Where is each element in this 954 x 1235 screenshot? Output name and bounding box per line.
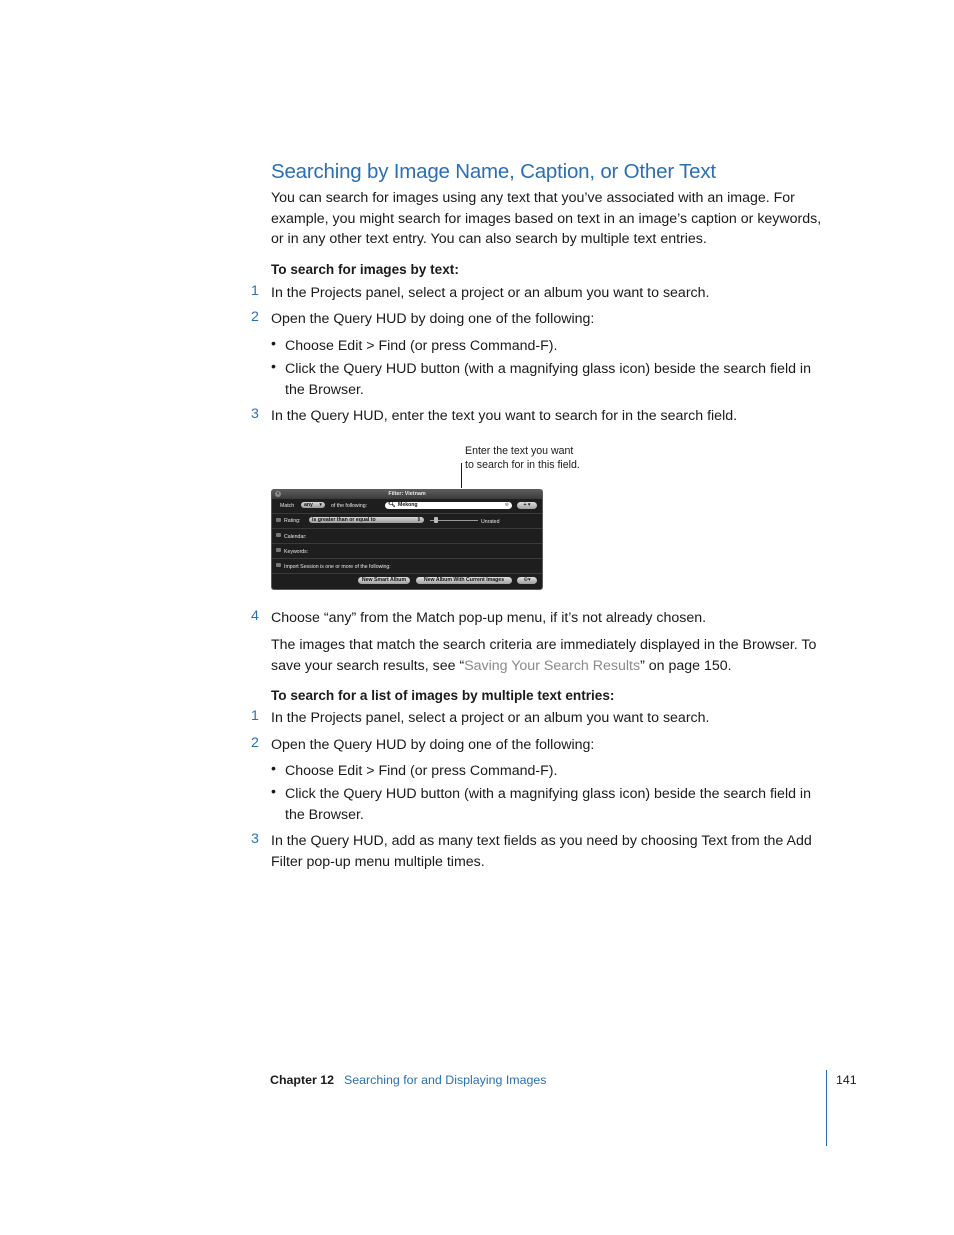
section-heading: Searching by Image Name, Caption, or Other Text [271, 160, 716, 183]
step-text [271, 831, 831, 872]
intro-paragraph [271, 188, 831, 250]
new-album-current-button[interactable]: New Album With Current Images [416, 577, 512, 584]
gear-icon[interactable]: ⚙▾ [517, 577, 537, 584]
bullet-line: the Browser. [285, 806, 364, 823]
add-filter-button[interactable]: + ▾ [517, 502, 537, 509]
hud-title: Filter: Vietnam [388, 491, 426, 497]
rating-operator: is greater than or equal to [312, 517, 376, 523]
calendar-row [272, 528, 542, 544]
search-icon: 🔍︎ [388, 502, 396, 508]
step-line: Filter pop-up menu multiple times. [271, 853, 485, 870]
bullet-marker: • [271, 784, 276, 800]
callout-line: Enter the text you want [465, 445, 574, 457]
step-text: In the Projects panel, select a project or an album you want to search. [271, 710, 710, 726]
new-smart-album-button[interactable]: New Smart Album [358, 577, 410, 584]
bullet-line: Click the Query HUD button (with a magnifying glass icon) beside the search field in [285, 786, 811, 802]
rating-row [272, 513, 542, 529]
chevron-down-icon: ▾ [319, 502, 322, 508]
task-title: To search for a list of images by multiple text entries: [271, 688, 615, 703]
bullet-line: the Browser. [285, 381, 364, 398]
clear-icon[interactable]: ⊗ [504, 502, 509, 508]
step-text: Open the Query HUD by doing one of the following: [271, 311, 595, 327]
match-label: Match [280, 503, 295, 509]
result-suffix: ” on page 150. [640, 657, 732, 674]
bullet-item: Choose Edit > Find (or press Command-F). [285, 763, 558, 779]
rating-value: Unrated [481, 519, 500, 525]
step-number: 2 [251, 735, 259, 751]
chevron-updown-icon: ⇕ [416, 517, 421, 523]
rating-label: Rating: [284, 518, 301, 524]
import-label: Import Session is one or more of the following: [284, 564, 391, 570]
step-number: 3 [251, 831, 259, 847]
step-number: 3 [251, 406, 259, 422]
keywords-label: Keywords: [284, 549, 309, 555]
page-number: 141 [836, 1073, 857, 1087]
bullet-line: Click the Query HUD button (with a magnifying glass icon) beside the search field in [285, 361, 811, 377]
rating-checkbox[interactable] [276, 518, 281, 522]
intro-line: or in any other text entry. You can also search by multiple text entries. [271, 231, 707, 247]
step-line: In the Query HUD, add as many text fields as you need by choosing Text from the Add [271, 833, 812, 849]
intro-line: You can search for images using any text that you’ve associated with an image. For [271, 190, 795, 206]
bullet-marker: • [271, 761, 276, 777]
import-checkbox[interactable] [276, 563, 281, 567]
hud-bottom-bar [272, 573, 542, 590]
query-hud [271, 489, 543, 590]
callout-leader-line [461, 463, 462, 488]
step-text: In the Query HUD, enter the text you want to search for in the search field. [271, 408, 738, 424]
slider-thumb[interactable] [434, 517, 438, 523]
step-number: 4 [251, 608, 259, 624]
bullet-marker: • [271, 336, 276, 352]
of-following-label: of the following: [331, 503, 368, 509]
keywords-checkbox[interactable] [276, 548, 281, 552]
search-value: Mekong [398, 502, 418, 508]
step-text: Choose “any” from the Match pop-up menu, if it’s not already chosen. [271, 610, 707, 626]
rating-operator-popup[interactable] [309, 517, 424, 523]
import-session-row [272, 558, 542, 574]
footer-chapter-title[interactable]: Searching for and Displaying Images [344, 1073, 547, 1087]
footer-divider [826, 1070, 827, 1146]
keywords-row [272, 543, 542, 559]
intro-line: example, you might search for images based on text in an image’s caption or keywords, [271, 210, 822, 227]
task-title: To search for images by text: [271, 262, 459, 277]
figure-callout [465, 444, 580, 472]
match-value: any [304, 502, 313, 508]
calendar-label: Calendar: [284, 534, 307, 540]
result-paragraph [271, 635, 831, 676]
cross-reference-link[interactable]: Saving Your Search Results [464, 657, 641, 674]
footer-chapter: Chapter 12 [270, 1073, 335, 1087]
bullet-item [285, 359, 830, 400]
step-number: 1 [251, 283, 259, 299]
search-input[interactable] [385, 502, 512, 509]
step-text: Open the Query HUD by doing one of the following: [271, 737, 595, 753]
result-line: The images that match the search criteria are immediately displayed in the Browser. To [271, 637, 817, 653]
step-text: In the Projects panel, select a project or an album you want to search. [271, 285, 710, 301]
bullet-marker: • [271, 359, 276, 375]
callout-line: to search for in this field. [465, 459, 580, 471]
match-popup[interactable] [301, 502, 325, 508]
result-line [271, 656, 831, 677]
step-number: 2 [251, 309, 259, 325]
result-prefix: save your search results, see “ [271, 657, 465, 674]
bullet-item: Choose Edit > Find (or press Command-F). [285, 338, 558, 354]
close-icon[interactable]: × [276, 491, 280, 497]
step-number: 1 [251, 708, 259, 724]
bullet-item [285, 784, 830, 825]
calendar-checkbox[interactable] [276, 533, 281, 537]
